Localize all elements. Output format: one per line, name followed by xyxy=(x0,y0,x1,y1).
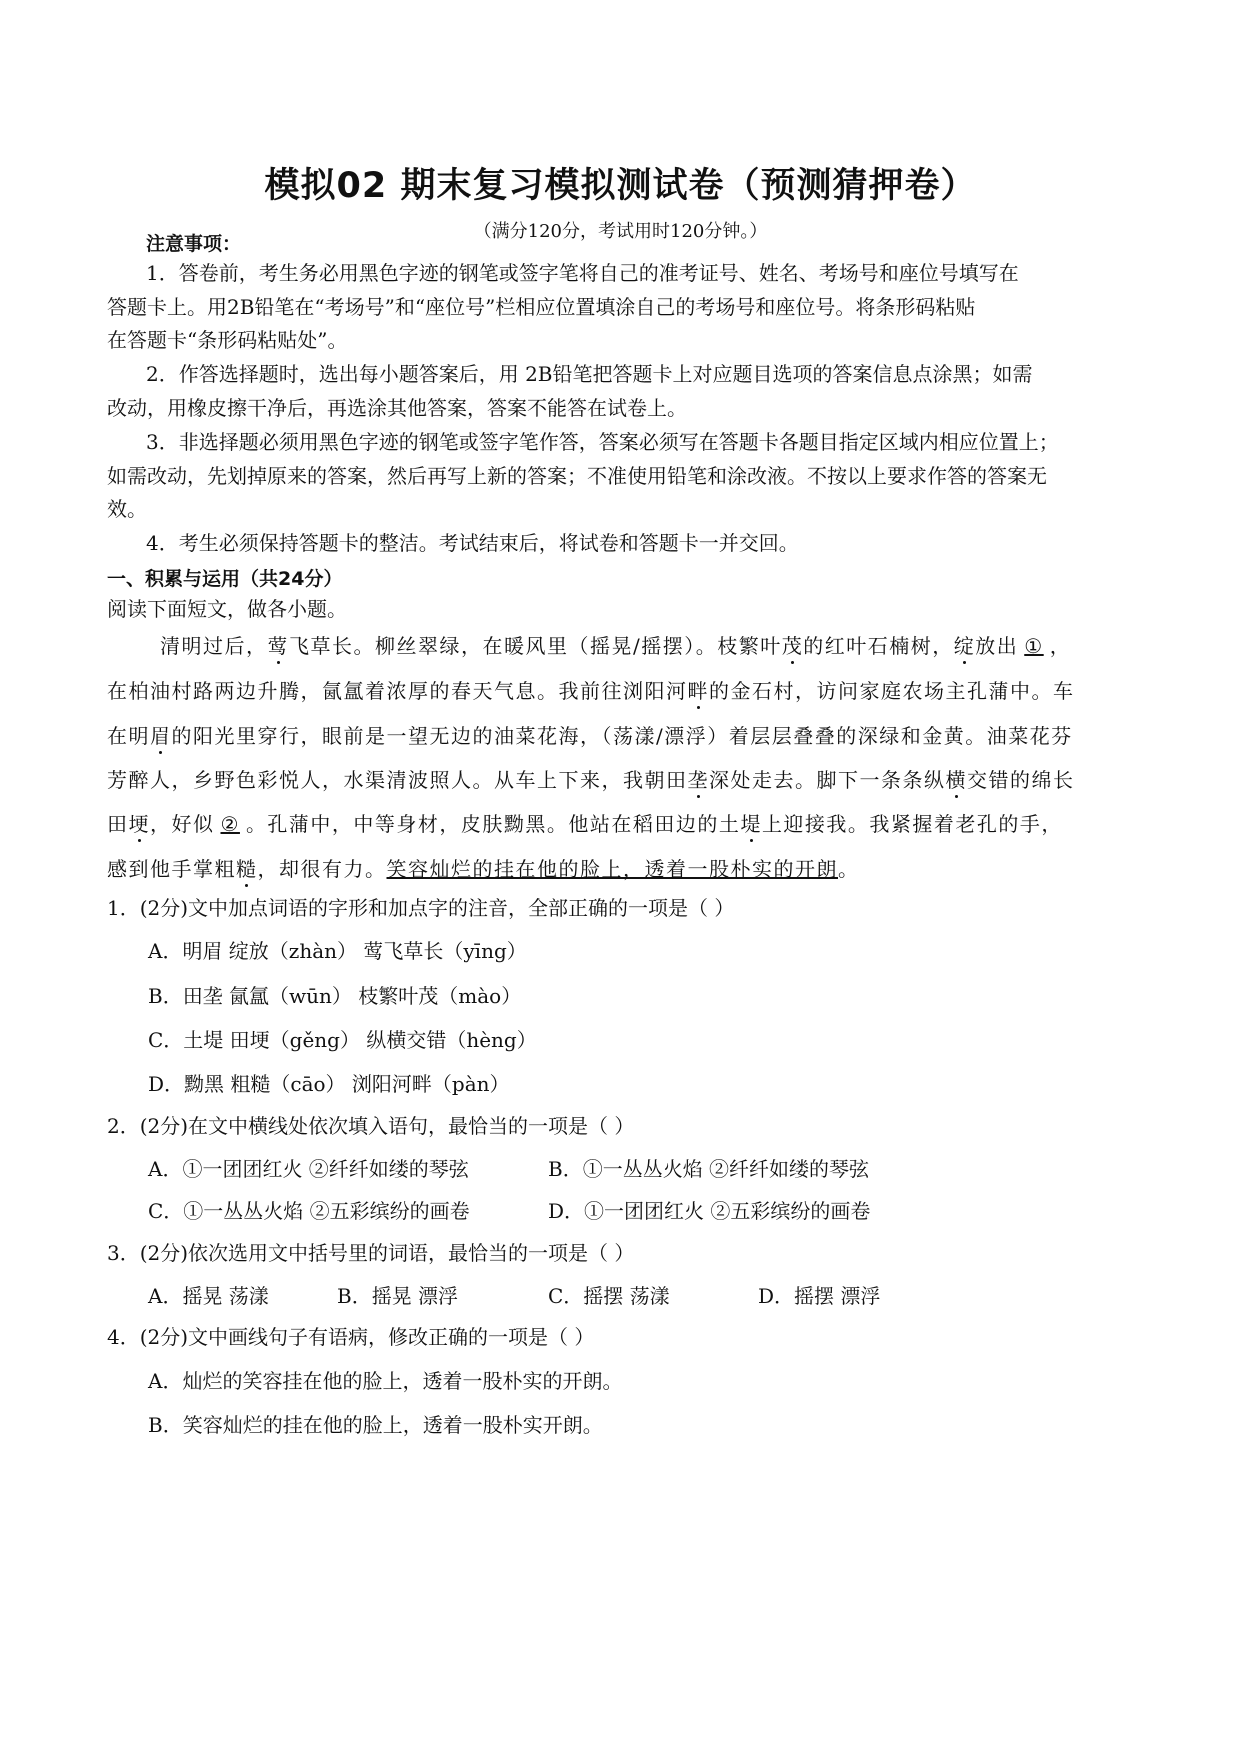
dotted-char: 垄 xyxy=(687,768,709,792)
passage-line: 清明过后，莺飞草长。柳丝翠绿，在暖风里（摇晃/摇摆）。枝繁叶茂的红叶石楠树，绽放出 ① ， xyxy=(160,634,1072,658)
notice-line: 4．考生必须保持答题卡的整洁。考试结束后，将试卷和答题卡一并交回。 xyxy=(146,531,799,555)
option-c: C．摇摆 荡漾 xyxy=(548,1284,670,1308)
dotted-char: 畔 xyxy=(687,679,709,703)
page-title: 模拟02 期末复习模拟测试卷（预测猜押卷） xyxy=(264,166,977,206)
option-b: B．田垄 氤氲（wūn） 枝繁叶茂（mào） xyxy=(148,984,522,1008)
notice-line: 在答题卡“条形码粘贴处”。 xyxy=(107,328,348,352)
question-stem: 1．(2分)文中加点词语的字形和加点字的注音，全部正确的一项是（ ） xyxy=(107,896,735,920)
notice-line: 效。 xyxy=(107,497,147,521)
page-subtitle: （满分120分，考试用时120分钟。） xyxy=(473,221,768,242)
option-a: A．摇晃 荡漾 xyxy=(148,1284,269,1308)
notice-line: 如需改动，先划掉原来的答案，然后再写上新的答案；不准使用铅笔和涂改液。不按以上要求作答的答案无 xyxy=(107,464,1047,488)
question-stem: 2．(2分)在文中横线处依次填入语句，最恰当的一项是（ ） xyxy=(107,1114,635,1138)
section-heading: 一、积累与运用（共24分） xyxy=(107,568,343,590)
section-intro: 阅读下面短文，做各小题。 xyxy=(107,597,347,621)
dotted-char: 眉 xyxy=(150,724,172,748)
passage-line: 在明眉的阳光里穿行，眼前是一望无边的油菜花海，（荡漾/漂浮）着层层叠叠的深绿和金黄。油菜花芬 xyxy=(107,724,1073,748)
question-stem: 4．(2分)文中画线句子有语病，修改正确的一项是（ ） xyxy=(107,1325,595,1349)
option-d: D．①一团团红火 ②五彩缤纷的画卷 xyxy=(548,1199,871,1223)
option-b: B．①一丛丛火焰 ②纤纤如缕的琴弦 xyxy=(548,1157,870,1181)
option-a: A．灿烂的笑容挂在他的脸上，透着一股朴实的开朗。 xyxy=(148,1369,623,1393)
option-c: C．①一丛丛火焰 ②五彩缤纷的画卷 xyxy=(148,1199,470,1223)
passage-line: 田埂，好似 ② 。孔蒲中，中等身材，皮肤黝黑。他站在稻田边的土堤上迎接我。我紧握着老孔的手， xyxy=(107,812,1063,836)
dotted-char: 埂 xyxy=(128,812,150,836)
passage-line: 感到他手掌粗糙，却很有力。笑容灿烂的挂在他的脸上，透着一股朴实的开朗。 xyxy=(107,857,860,881)
notice-line: 1．答卷前，考生务必用黑色字迹的钢笔或签字笔将自己的准考证号、姓名、考场号和座位号填写在 xyxy=(146,261,1019,285)
notice-line: 改动，用橡皮擦干净后，再选涂其他答案，答案不能答在试卷上。 xyxy=(107,396,687,420)
dotted-char: 莺 xyxy=(267,634,289,658)
notice-line: 3．非选择题必须用黑色字迹的钢笔或签字笔作答，答案必须写在答题卡各题目指定区域内相应位置上； xyxy=(146,430,1059,454)
option-c: C．土堤 田埂（gěng） 纵横交错（hèng） xyxy=(148,1028,537,1052)
option-a: A．①一团团红火 ②纤纤如缕的琴弦 xyxy=(148,1157,469,1181)
dotted-char: 绽 xyxy=(953,634,976,658)
question-stem: 3．(2分)依次选用文中括号里的词语，最恰当的一项是（ ） xyxy=(107,1241,635,1265)
option-b: B．摇晃 漂浮 xyxy=(337,1284,459,1308)
dotted-char: 横 xyxy=(945,768,967,792)
option-d: D．黝黑 粗糙（cāo） 浏阳河畔（pàn） xyxy=(148,1072,510,1096)
notice-heading: 注意事项： xyxy=(146,233,242,255)
dotted-char: 糙 xyxy=(236,857,258,881)
option-b: B．笑容灿烂的挂在他的脸上，透着一股朴实开朗。 xyxy=(148,1413,603,1437)
option-d: D．摇摆 漂浮 xyxy=(758,1284,881,1308)
passage-line: 芳醉人，乡野色彩悦人，水渠清波照人。从车上下来，我朝田垄深处走去。脚下一条条纵横交错的绵长 xyxy=(107,768,1075,792)
blank-2: ② xyxy=(220,812,240,836)
option-a: A．明眉 绽放（zhàn） 莺飞草长（yīng） xyxy=(148,939,527,963)
notice-line: 答题卡上。用2B铅笔在“考场号”和“座位号”栏相应位置填涂自己的考场号和座位号。将条形码粘贴 xyxy=(107,295,976,319)
dotted-char: 茂 xyxy=(781,634,804,658)
underlined-sentence: 笑容灿烂的挂在他的脸上，透着一股朴实的开朗 xyxy=(386,857,838,881)
blank-1: ① xyxy=(1024,634,1044,658)
passage-line: 在柏油村路两边升腾，氤氲着浓厚的春天气息。我前往浏阳河畔的金石村，访问家庭农场主孔蒲中。车 xyxy=(107,679,1075,703)
notice-line: 2．作答选择题时，选出每小题答案后，用 2B铅笔把答题卡上对应题目选项的答案信息点涂黑；如需 xyxy=(146,362,1033,386)
dotted-char: 堤 xyxy=(740,812,762,836)
